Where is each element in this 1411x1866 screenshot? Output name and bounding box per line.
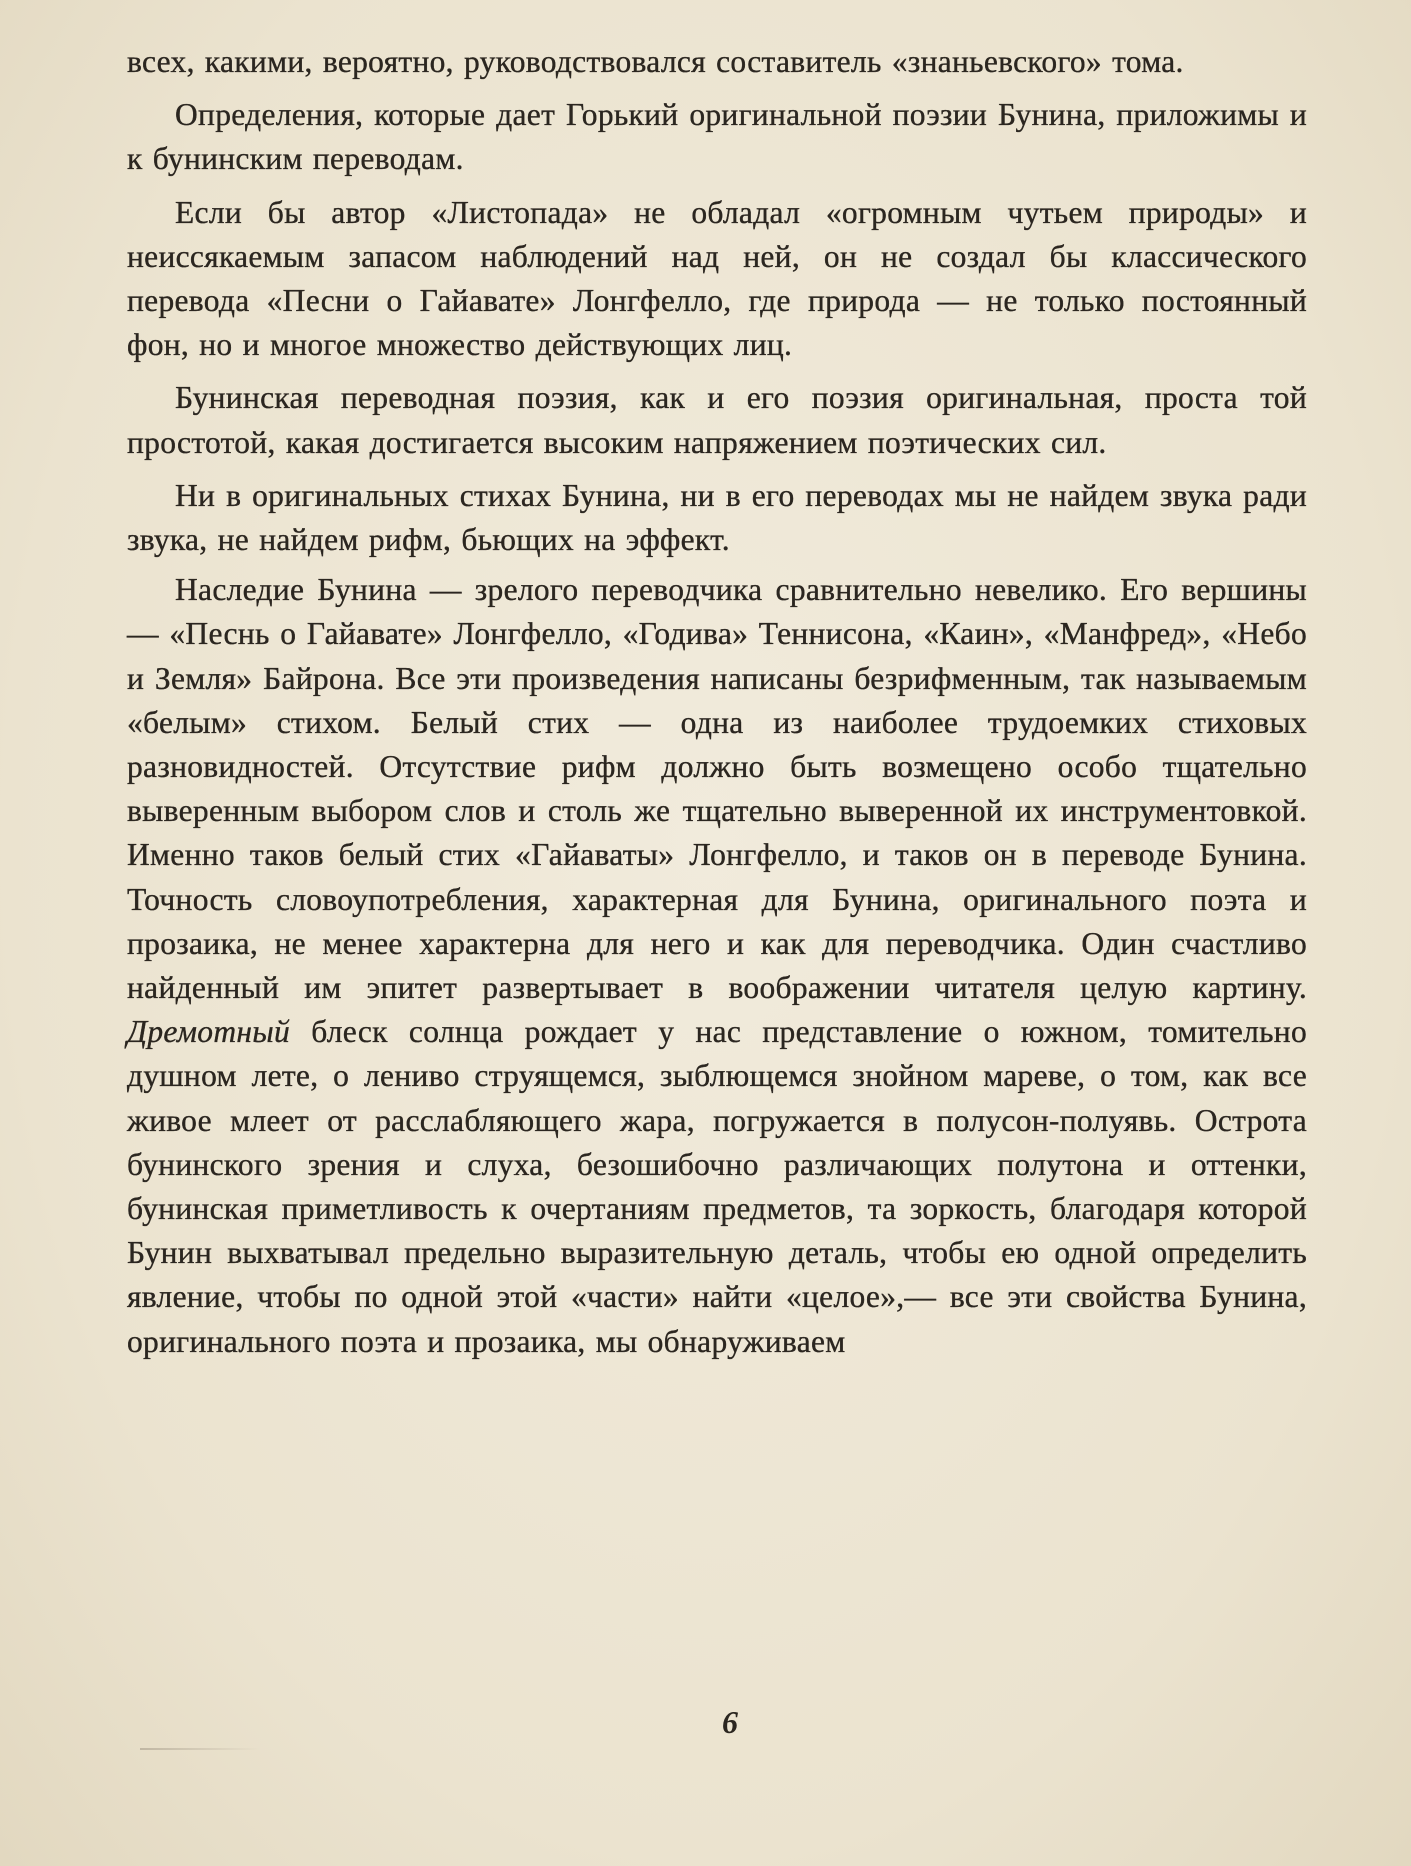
paragraph-continuation: всех, какими, вероятно, руководствовался составитель «знаньевского» тома.	[127, 44, 1184, 79]
paragraph-legacy	[127, 568, 1307, 1364]
italic-word-dremotny: Дремотный	[127, 1014, 290, 1050]
page-number: 6	[722, 1704, 738, 1740]
paragraph-listopad: Если бы автор «Листопада» не обладал «огромным чутьем природы» и неиссякаемым запасом наблюдений над ней, он не создал бы классического перевода «Песни о Гайавате» Лонгфелло, где природа — не только постоянный фон, но и многое множество действующих лиц.	[127, 194, 1307, 363]
paragraph-legacy-part-2: блеск солнца рождает у нас представление о южном, томительно душном лете, о лениво струящемся, зыблющемся знойном мареве, о том, как все живое млеет от расслабляющего жара, погружается в полусон-полуявь. Острота бунинского зрения и слуха, безошибочно различающих полутона и оттенки, бунинская приметливость к очертаниям предметов, та зоркость, благодаря которой Бунин выхватывал предельно выразительную деталь, чтобы ею одной определить явление, чтобы по одной этой «части» найти «целое»,— все эти свойства Бунина, оригинального поэта и прозаика, мы обнаруживаем	[127, 1014, 1307, 1359]
paragraph-translated-poetry: Бунинская переводная поэзия, как и его поэзия оригинальная, проста той простотой, какая достигается высоким напряжением поэтических сил.	[127, 380, 1307, 460]
paragraph-no-sound-for-sound: Ни в оригинальных стихах Бунина, ни в его переводах мы не найдем звука ради звука, не найдем рифм, бьющих на эффект.	[127, 477, 1307, 558]
paragraph-legacy-part-1: Наследие Бунина — зрелого переводчика сравнительно невелико. Его вершины — «Песнь о Гайавате» Лонгфелло, «Годива» Теннисона, «Каин», «Манфред», «Небо и Земля» Байрона. Все эти произведения написаны безрифменным, так называемым «белым» стихом. Белый стих — одна из наиболее трудоемких стиховых разновидностей. Отсутствие рифм должно быть возмещено особо тщательно выверенным выбором слов и столь же тщательно выверенной их инструментовкой. Именно таков белый стих «Гайаваты» Лонгфелло, и таков он в переводе Бунина. Точность словоупотребления, характерная для Бунина, оригинального поэта и прозаика, не менее характерна для него и как для переводчика. Один счастливо найденный им эпитет развертывает в воображении читателя целую картину.	[127, 572, 1307, 1006]
scan-smudge	[140, 1748, 260, 1750]
paragraph-gorky-definitions: Определения, которые дает Горький оригинальной поэзии Бунина, приложимы и к бунинским переводам.	[127, 97, 1307, 177]
body-text	[127, 40, 1307, 1373]
